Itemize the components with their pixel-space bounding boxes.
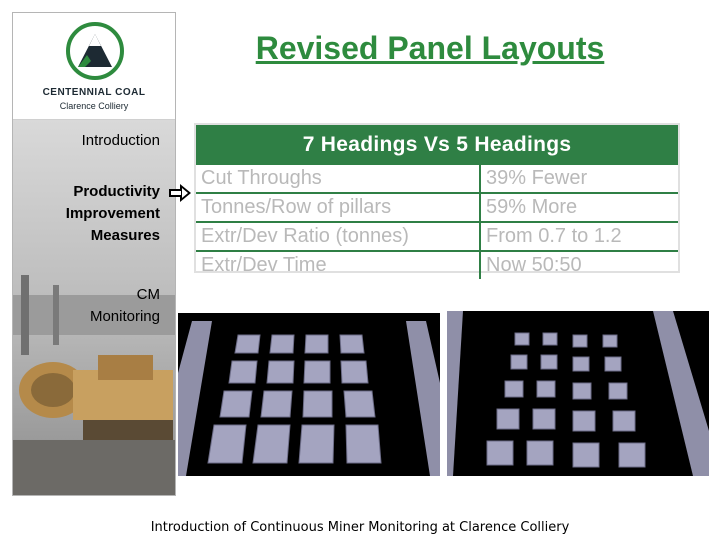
slide-title: Revised Panel Layouts <box>255 30 605 66</box>
arrow-right-icon <box>169 184 191 202</box>
slide-footer: Introduction of Continuous Miner Monitoring at Clarence Colliery <box>150 520 570 535</box>
table-cell: Tonnes/Row of pillars <box>196 194 481 221</box>
table-cell: Cut Throughs <box>196 165 481 192</box>
sidebar-item-label: Monitoring <box>89 308 160 325</box>
table-cell: Extr/Dev Ratio (tonnes) <box>196 223 481 250</box>
sidebar-item-label: Productivity <box>73 183 160 200</box>
logo-subtitle: Clarence Colliery <box>59 101 129 111</box>
sidebar-item-introduction[interactable] <box>82 130 160 152</box>
table-row <box>196 192 678 221</box>
five-heading-layout-render <box>447 311 709 476</box>
comparison-table <box>194 123 680 276</box>
table-cell: Now 50:50 <box>486 254 582 276</box>
sidebar-item-label: Introduction <box>81 132 160 149</box>
seven-heading-layout-render <box>178 313 440 476</box>
sidebar-item-productivity[interactable] <box>66 181 160 247</box>
sidebar-item-label: CM <box>136 286 160 303</box>
sidebar-item-label: Improvement <box>65 205 160 222</box>
table-cell: 59% More <box>486 196 578 218</box>
sidebar <box>12 12 176 496</box>
table-cell: From 0.7 to 1.2 <box>486 225 622 247</box>
table-row <box>196 221 678 250</box>
table-row <box>196 250 678 279</box>
table-header: 7 Headings Vs 5 Headings <box>196 125 678 165</box>
table-row <box>196 165 678 192</box>
mountain-logo-icon <box>65 21 125 81</box>
table-cell: 39% Fewer <box>486 167 588 189</box>
company-logo <box>13 13 175 120</box>
sidebar-item-cm-monitoring[interactable] <box>90 284 160 328</box>
table-cell: Extr/Dev Time <box>196 252 481 279</box>
logo-company-name: CENTENNIAL COAL <box>42 87 146 98</box>
sidebar-item-label: Measures <box>90 227 160 244</box>
